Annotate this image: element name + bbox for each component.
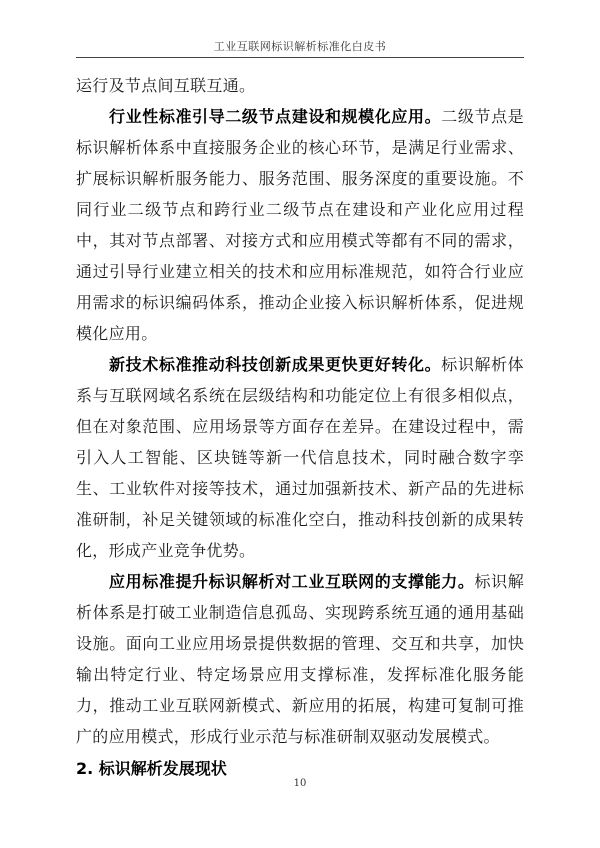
paragraph-new-technology-standards xyxy=(76,349,524,566)
paragraph-lead: 应用标准提升标识解析对工业互联网的支撑能力。 xyxy=(109,572,475,591)
paragraph-lead: 行业性标准引导二级节点建设和规模化应用。 xyxy=(109,107,442,126)
paragraph-application-standards xyxy=(76,566,524,752)
paragraph-text: 标识解析体系是打破工业制造信息孤岛、实现跨系统互通的通用基础设施。面向工业应用场景提供数据的管理、交互和共享，加快输出特定行业、特定场景应用支撑标准，发挥标准化服务能力，推动工业互联网新模式、新应用的拓展，构建可复制可推广的应用模式，形成行业示范与标准研制双驱动发展模式。 xyxy=(76,572,524,746)
paragraph-continuation xyxy=(76,70,524,101)
header-rule xyxy=(76,57,524,58)
section-heading: 2. 标识解析发展现状 xyxy=(76,759,227,778)
running-header: 工业互联网标识解析标准化白皮书 xyxy=(213,40,387,53)
page-body xyxy=(76,70,524,784)
paragraph-text: 标识解析体系与互联网域名系统在层级结构和功能定位上有很多相似点，但在对象范围、应用场景等方面存在差异。在建设过程中，需引入人工智能、区块链等新一代信息技术，同时融合数字孪生、工业软件对接等技术，通过加强新技术、新产品的先进标准研制，补足关键领域的标准化空白，推动科技创新的成果转化，形成产业竞争优势。 xyxy=(76,355,524,560)
paragraph-lead: 新技术标准推动科技创新成果更快更好转化。 xyxy=(109,355,442,374)
paragraph-text: 运行及节点间互联互通。 xyxy=(76,76,256,95)
page-number: 10 xyxy=(293,778,307,789)
paragraph-text: 二级节点是标识解析体系中直接服务企业的核心环节，是满足行业需求、扩展标识解析服务能力、服务范围、服务深度的重要设施。不同行业二级节点和跨行业二级节点在建设和产业化应用过程中，其对节点部署、对接方式和应用模式等都有不同的需求，通过引导行业建立相关的技术和应用标准规范，如符合行业应用需求的标识编码体系，推动企业接入标识解析体系，促进规模化应用。 xyxy=(76,107,524,343)
paragraph-industry-standards xyxy=(76,101,524,349)
